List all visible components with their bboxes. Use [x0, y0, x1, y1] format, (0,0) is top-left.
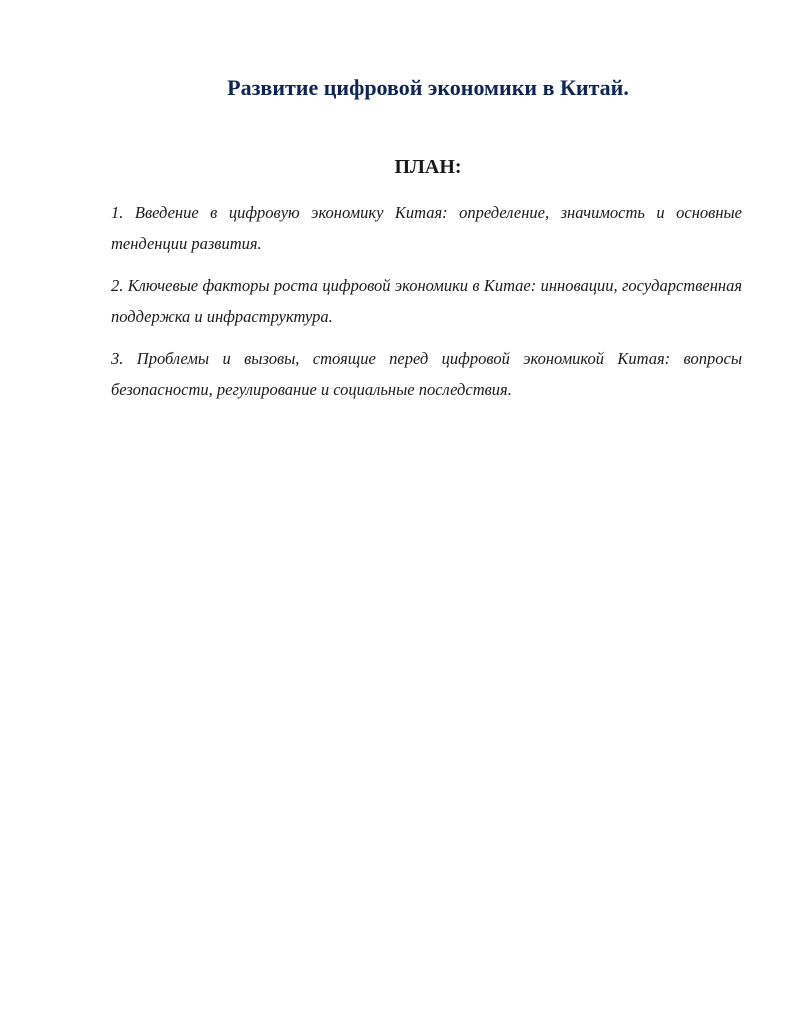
plan-item-1: 1. Введение в цифровую экономику Китая: определение, значимость и основные тенденции развития.	[111, 203, 742, 253]
plan-item-3: 3. Проблемы и вызовы, стоящие перед цифровой экономикой Китая: вопросы безопасности, регулирование и социальные последствия.	[111, 349, 742, 399]
document-title: Развитие цифровой экономики в Китай.	[227, 75, 629, 100]
plan-item-2: 2. Ключевые факторы роста цифровой экономики в Китае: инновации, государственная поддержка и инфраструктура.	[111, 276, 742, 326]
plan-list	[111, 197, 742, 416]
plan-heading: ПЛАН:	[394, 156, 462, 178]
